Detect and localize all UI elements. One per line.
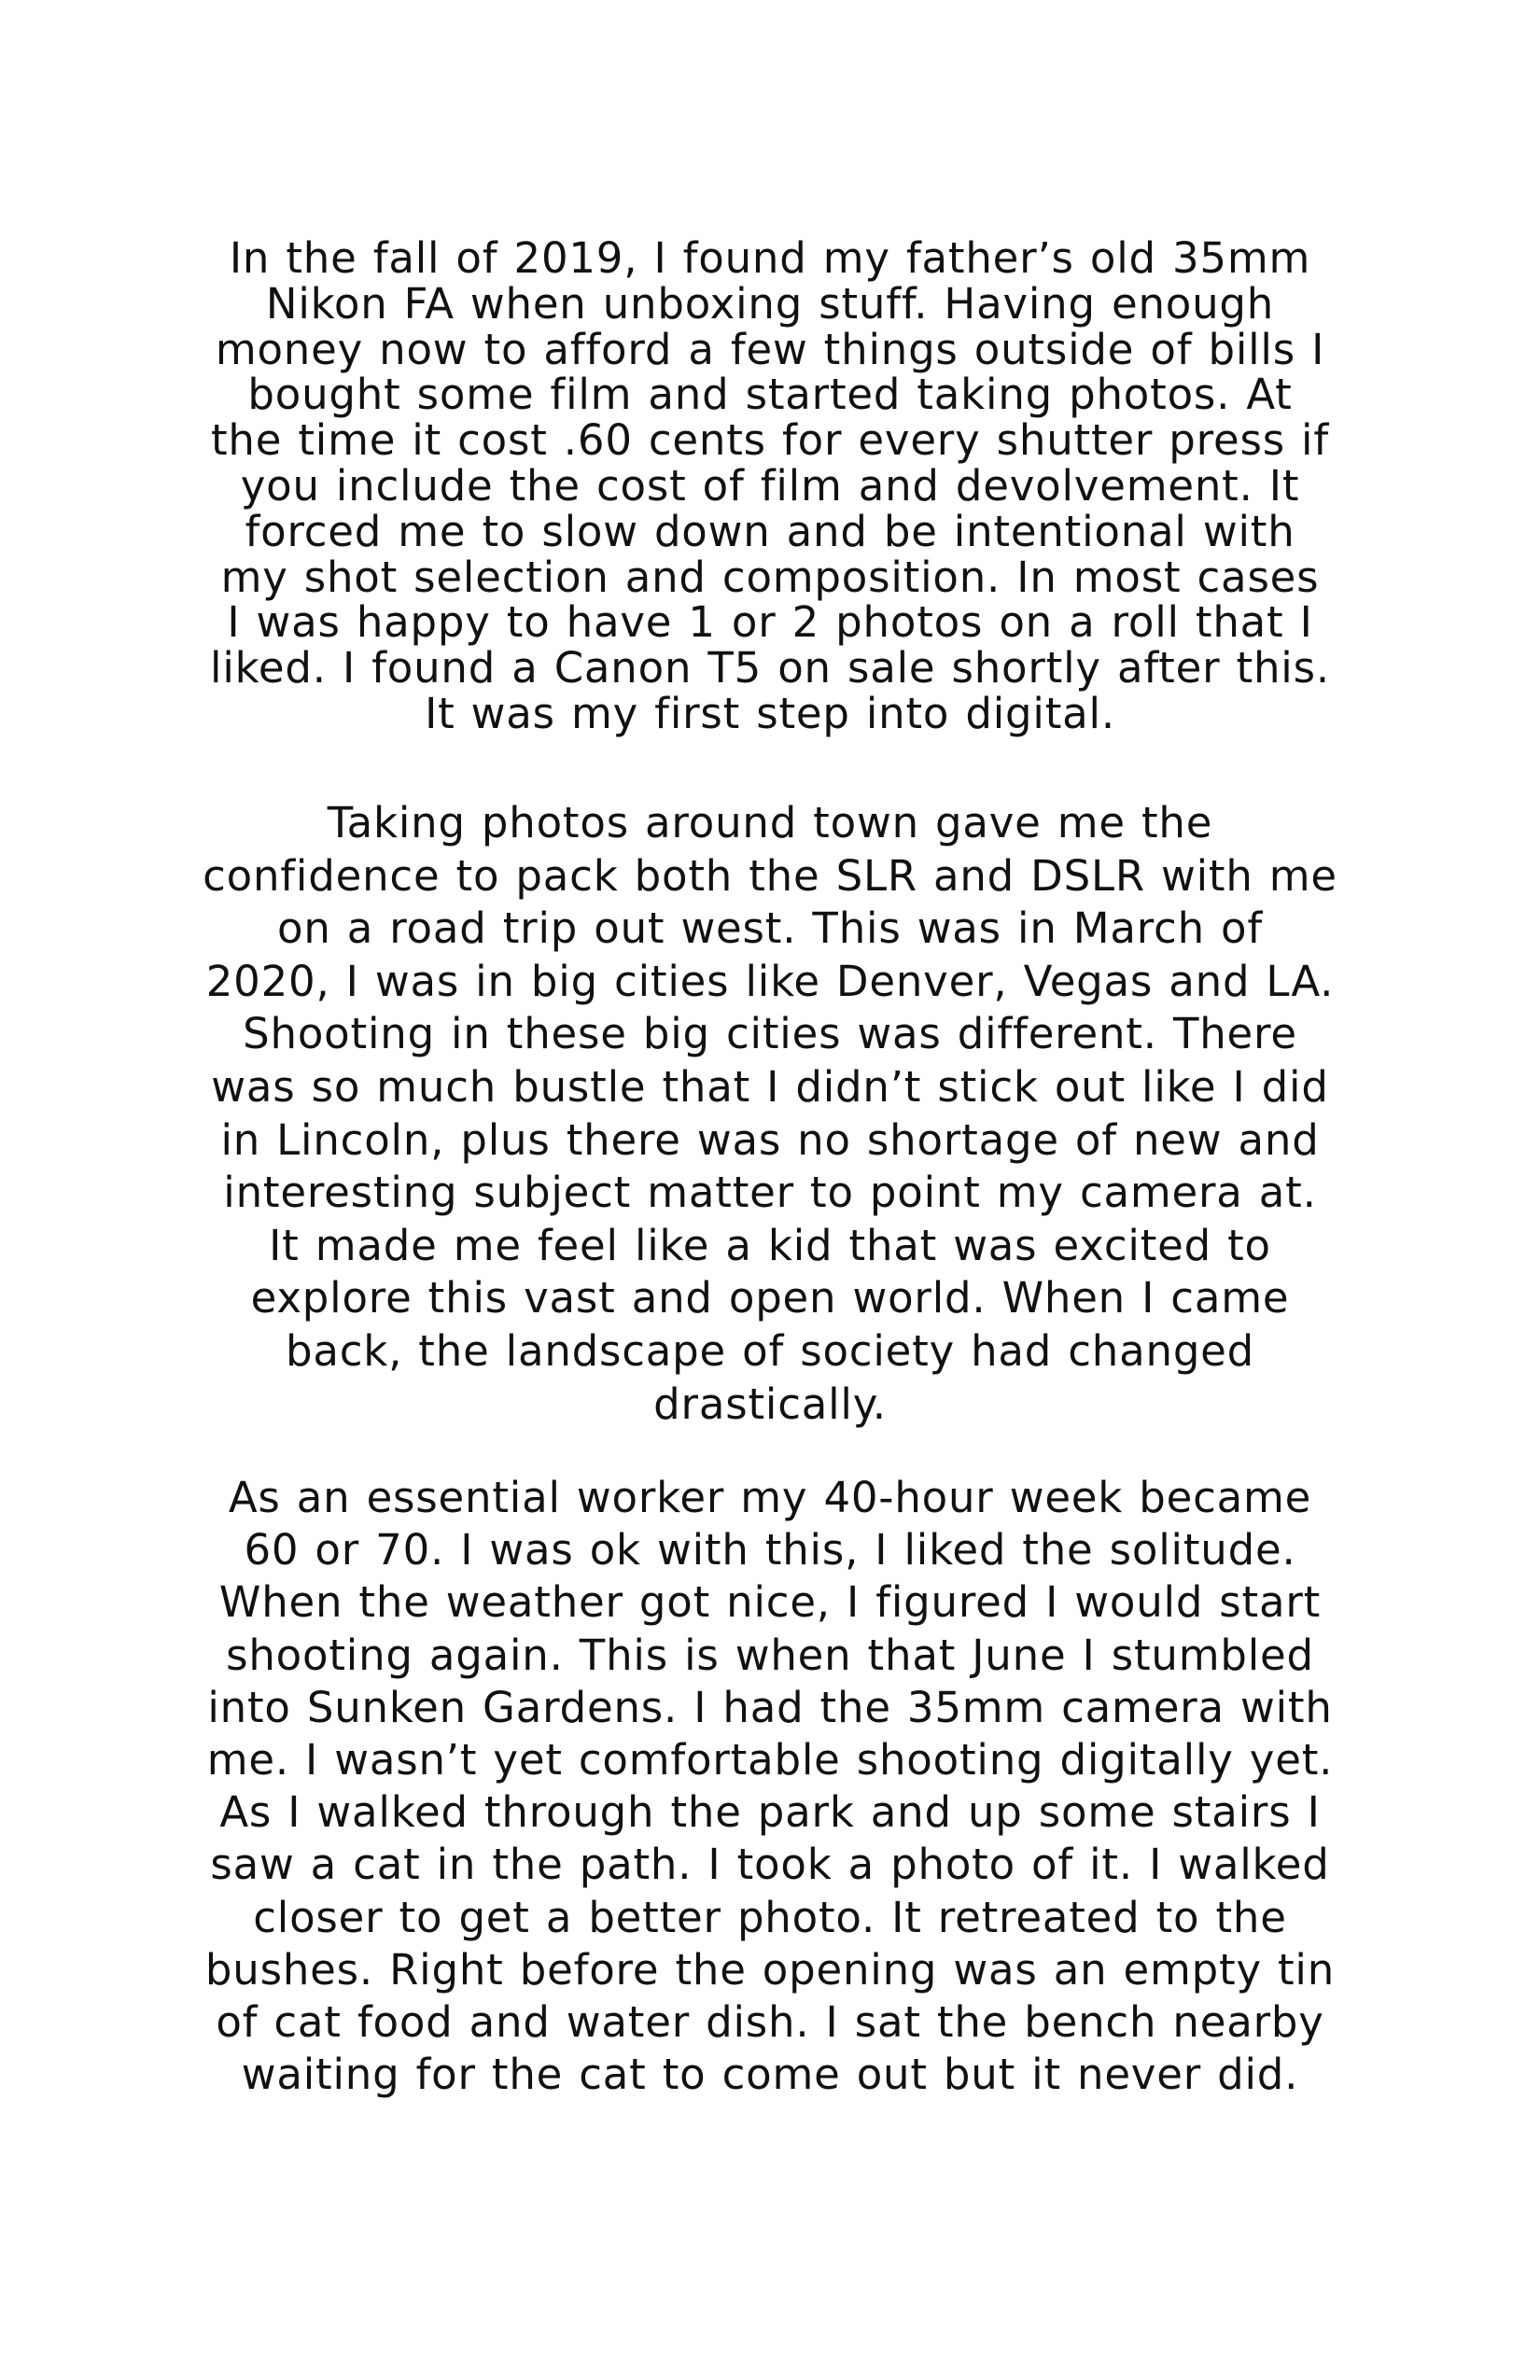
text-line: drastically. bbox=[653, 1379, 887, 1429]
text-line: When the weather got nice, I figured I would start bbox=[218, 1577, 1322, 1628]
paragraph-2 bbox=[187, 797, 1353, 1431]
text-line: was so much bustle that I didn’t stick out like I did bbox=[211, 1061, 1329, 1112]
text-line: As I walked through the park and up some stairs I bbox=[219, 1787, 1321, 1838]
text-line: waiting for the cat to come out but it never did. bbox=[241, 2050, 1299, 2100]
paragraph-1 bbox=[187, 233, 1353, 738]
text-line: explore this vast and open world. When I came bbox=[250, 1273, 1290, 1323]
text-line: It made me feel like a kid that was excited to bbox=[269, 1220, 1271, 1270]
text-line: in Lincoln, plus there was no shortage of new and bbox=[220, 1114, 1320, 1165]
text-line: forced me to slow down and be intentional with bbox=[245, 506, 1295, 556]
text-line: In the fall of 2019, I found my father’s old 35mm bbox=[229, 233, 1311, 283]
text-line: back, the landscape of society had changed bbox=[285, 1325, 1255, 1376]
text-line: As an essential worker my 40-hour week became bbox=[228, 1473, 1312, 1522]
text-line: I was happy to have 1 or 2 photos on a roll that I bbox=[227, 597, 1313, 648]
text-line: liked. I found a Canon T5 on sale shortly after this. bbox=[210, 643, 1330, 693]
text-line: Shooting in these big cities was different. There bbox=[243, 1009, 1297, 1059]
text-line: closer to get a better photo. It retreated to the bbox=[253, 1892, 1287, 1942]
text-line: into Sunken Gardens. I had the 35mm camera with bbox=[207, 1682, 1333, 1732]
text-line: bushes. Right before the opening was an empty tin bbox=[204, 1944, 1336, 1995]
text-line: Nikon FA when unboxing stuff. Having enough bbox=[265, 278, 1275, 329]
text-line: It was my first step into digital. bbox=[425, 688, 1115, 738]
text-line: my shot selection and composition. In most cases bbox=[220, 552, 1320, 602]
text-line: the time it cost .60 cents for every shutter press if bbox=[210, 415, 1330, 466]
text-line: money now to afford a few things outside of bills I bbox=[215, 324, 1325, 374]
text-line: interesting subject matter to point my camera at. bbox=[223, 1168, 1317, 1218]
text-line: Taking photos around town gave me the bbox=[327, 798, 1213, 847]
text-line: 2020, I was in big cities like Denver, Vegas and LA. bbox=[205, 956, 1335, 1006]
text-line: confidence to pack both the SLR and DSLR with me bbox=[203, 850, 1337, 901]
paragraph-3 bbox=[187, 1472, 1353, 2101]
text-line: saw a cat in the path. I took a photo of it. I walked bbox=[210, 1840, 1330, 1890]
text-line: shooting again. This is when that June I stumbled bbox=[226, 1630, 1314, 1680]
text-line: 60 or 70. I was ok with this, I liked the solitude. bbox=[244, 1525, 1296, 1575]
text-line: bought some film and started taking photos. At bbox=[247, 370, 1293, 420]
text-line: of cat food and water dish. I sat the bench nearby bbox=[216, 1997, 1324, 2048]
text-line: on a road trip out west. This was in March of bbox=[277, 903, 1263, 954]
text-line: me. I wasn’t yet comfortable shooting digitally yet. bbox=[206, 1735, 1334, 1785]
text-line: you include the cost of film and devolvement. It bbox=[240, 460, 1300, 511]
